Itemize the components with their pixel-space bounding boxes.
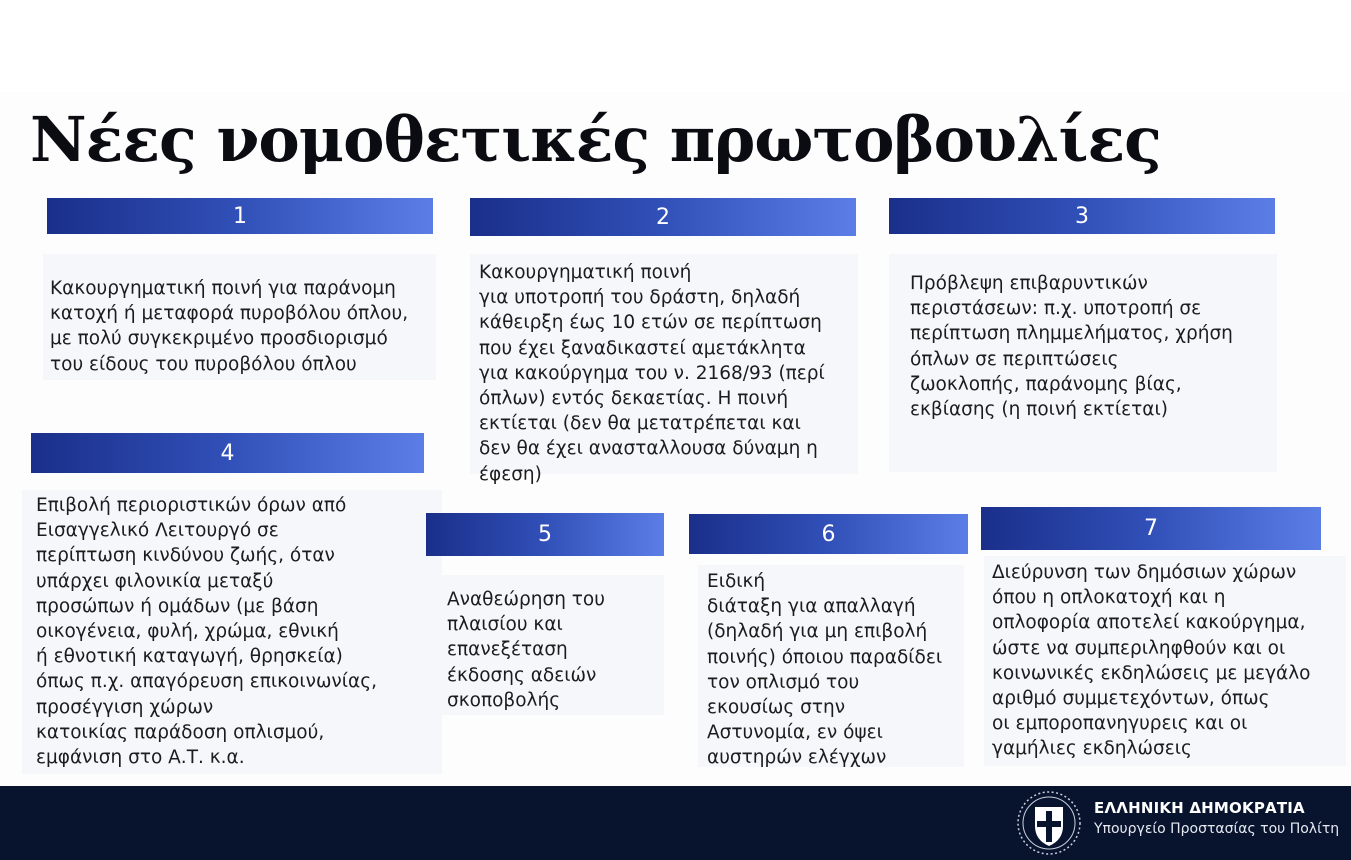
page-title: Νέες νομοθετικές πρωτοβουλίες xyxy=(30,103,1161,176)
item-3-number-bar xyxy=(889,198,1275,234)
ministry-name: Υπουργείο Προστασίας του Πολίτη xyxy=(1094,821,1340,837)
item-2-text: Κακουργηματική ποινή για υποτροπή του δράστη, δηλαδή κάθειρξη έως 10 ετών σε περίπτωση που έχει ξαναδικαστεί αμετάκλητα για κακούργημα του ν. 2168/93 (περί όπλων) εντός δεκαετίας. Η ποινή εκτίεται (δεν θα μετατρέπεται και δεν θα έχει ανασταλλουσα δύναμη η έφεση) xyxy=(479,262,825,485)
item-1-text: Κακουργηματική ποινή για παράνομη κατοχή ή μεταφορά πυροβόλου όπλου, με πολύ συγκεκριμένο προσδιορισμό του είδους του πυροβόλου όπλου xyxy=(50,278,409,375)
organization-name: ΕΛΛΗΝΙΚΗ ΔΗΜΟΚΡΑΤΙΑ xyxy=(1094,799,1305,817)
item-number: 4 xyxy=(220,440,235,466)
footer-bar xyxy=(0,786,1351,860)
item-7-number-bar xyxy=(981,507,1321,550)
item-number: 6 xyxy=(821,521,836,547)
item-1-number-bar xyxy=(47,198,433,234)
greek-coat-of-arms-icon xyxy=(1014,788,1084,858)
item-number: 3 xyxy=(1075,203,1089,229)
item-5-number-bar xyxy=(426,513,664,556)
item-3-text: Πρόβλεψη επιβαρυντικών περιστάσεων: π.χ. υποτροπή σε περίπτωση πλημμελήματος, χρήση όπλων σε περιπτώσεις ζωοκλοπής, παράνομης βίας, εκβίασης (η ποινή εκτίεται) xyxy=(910,273,1233,421)
item-number: 7 xyxy=(1144,516,1158,541)
item-number: 1 xyxy=(233,203,247,229)
item-5-text: Αναθεώρηση του πλαισίου και επανεξέταση έκδοσης αδειών σκοποβολής xyxy=(447,589,605,711)
item-4-number-bar xyxy=(31,433,424,473)
item-4-text: Επιβολή περιοριστικών όρων από Εισαγγελικό Λειτουργό σε περίπτωση κινδύνου ζωής, όταν υπάρχει φιλονικία μεταξύ προσώπων ή ομάδων (με βάση οικογένεια, φυλή, χρώμα, εθνική ή εθνοτική καταγωγή, θρησκεία) όπως π.χ. απαγόρευση επικοινωνίας, προσέγγιση χώρων κατοικίας παράδοση οπλισμού, εμφάνιση στο Α.Τ. κ.α. xyxy=(36,495,377,769)
item-number: 5 xyxy=(538,522,552,547)
item-6-number-bar xyxy=(689,514,968,554)
item-7-text: Διεύρυνση των δημόσιων χώρων όπου η οπλοκατοχή και η οπλοφορία αποτελεί κακούργημα, ώστε να συμπεριληφθούν και οι κοινωνικές εκδηλώσεις με μεγάλο αριθμό συμμετεχόντων, όπως οι εμποροπανηγυρεις και οι γαμήλιες εκδηλώσεις xyxy=(992,562,1311,760)
item-2-number-bar xyxy=(470,198,856,236)
item-number: 2 xyxy=(656,204,670,230)
item-6-text: Ειδική διάταξη για απαλλαγή (δηλαδή για μη επιβολή ποινής) όποιου παραδίδει τον οπλισμό του εκουσίως στην Αστυνομία, εν όψει αυστηρών ελέγχων xyxy=(707,571,943,769)
